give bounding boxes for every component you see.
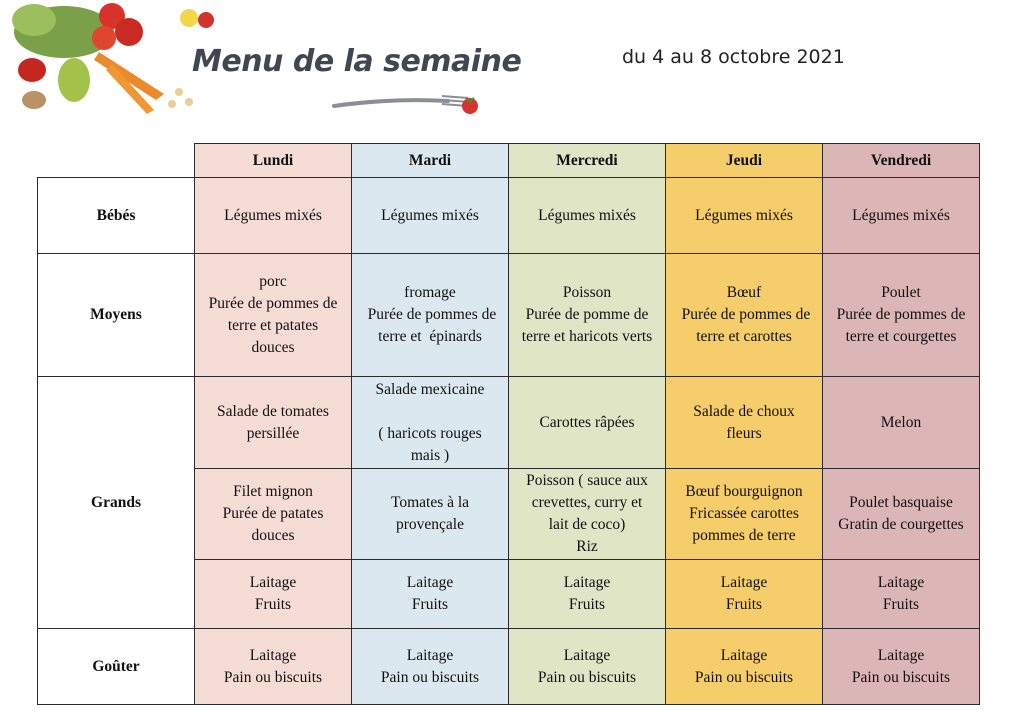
day-header-jeudi: Jeudi [666, 144, 823, 178]
day-header-lundi: Lundi [195, 144, 352, 178]
cell-grands-entree-jeudi [666, 377, 823, 469]
menu-line: Laitage [877, 646, 925, 664]
menu-line: provençale [396, 516, 464, 533]
menu-line: Gratin de courgettes [838, 516, 964, 533]
menu-line: Laitage [877, 574, 925, 591]
cell-moyens-vendredi [823, 254, 980, 377]
group-label-moyens: Moyens [38, 254, 195, 377]
group-label-gouter: Goûter [38, 629, 195, 705]
menu-line: Purée de pommes de [677, 306, 811, 323]
cell-moyens-mercredi [509, 254, 666, 377]
menu-line: crevettes, curry et [531, 494, 643, 511]
day-header-row [38, 144, 980, 178]
cell-bebes-vendredi: Légumes mixés [823, 178, 980, 254]
menu-line: terre et épinards [378, 328, 482, 345]
day-header-mercredi: Mercredi [509, 144, 666, 178]
menu-line: Poulet [881, 284, 921, 301]
cell-grands-plat-mercredi [509, 469, 666, 560]
menu-line: Fricassée carottes [689, 505, 799, 522]
day-header-vendredi: Vendredi [823, 144, 980, 178]
menu-line: Melon [880, 413, 922, 431]
corner-cell [38, 144, 195, 178]
cell-grands-plat-mardi [352, 469, 509, 560]
menu-line: Bœuf bourguignon [685, 483, 803, 500]
menu-line: Salade de tomates [217, 402, 329, 420]
menu-line: Purée de pommes de [836, 306, 966, 323]
cell-grands-dessert-lundi [195, 560, 352, 629]
menu-line: Laitage [563, 646, 611, 664]
menu-line: Poisson ( sauce aux [526, 472, 648, 489]
cell-grands-plat-lundi [195, 469, 352, 560]
menu-line: Purée de pommes de [208, 295, 338, 312]
cell-bebes-mardi: Légumes mixés [352, 178, 509, 254]
cell-gouter-lundi [195, 629, 352, 705]
menu-line: terre et haricots verts [521, 328, 653, 345]
cell-gouter-mardi [352, 629, 509, 705]
cell-grands-dessert-mardi [352, 560, 509, 629]
menu-line [354, 401, 506, 423]
menu-line: persillée [246, 424, 300, 442]
group-label-grands: Grands [38, 377, 195, 629]
row-bebes [38, 178, 980, 254]
menu-line: Riz [576, 538, 598, 555]
cell-grands-plat-jeudi [666, 469, 823, 560]
menu-line: Tomates à la [390, 494, 470, 511]
menu-line: Poisson [562, 284, 612, 301]
cell-grands-entree-lundi [195, 377, 352, 469]
fork-icon [330, 90, 480, 116]
cell-bebes-mercredi: Légumes mixés [509, 178, 666, 254]
menu-line: terre et carottes [696, 328, 792, 345]
menu-line: Laitage [563, 574, 611, 591]
group-label-bebes: Bébés [38, 178, 195, 254]
menu-line: Fruits [254, 596, 292, 613]
menu-line: Pain ou biscuits [380, 668, 480, 686]
cell-grands-dessert-mercredi [509, 560, 666, 629]
row-moyens [38, 254, 980, 377]
menu-line: Salade de choux [693, 402, 795, 420]
cell-grands-entree-mercredi [509, 377, 666, 469]
cell-moyens-mardi [352, 254, 509, 377]
cell-moyens-lundi [195, 254, 352, 377]
cell-gouter-mercredi [509, 629, 666, 705]
menu-line: Purée de pomme de [525, 306, 649, 323]
weekly-menu-table [37, 143, 980, 705]
menu-line: pommes de terre [692, 527, 796, 544]
menu-line: Laitage [406, 574, 454, 591]
menu-line: Salade mexicaine [375, 380, 485, 398]
menu-line: Carottes râpées [539, 413, 635, 431]
menu-line: Pain ou biscuits [537, 668, 637, 686]
cell-grands-entree-vendredi [823, 377, 980, 469]
menu-line: Laitage [720, 646, 768, 664]
menu-line: Laitage [720, 574, 768, 591]
menu-line: fleurs [726, 424, 762, 442]
menu-line: douces [251, 527, 295, 544]
cell-grands-plat-vendredi [823, 469, 980, 560]
date-range: du 4 au 8 octobre 2021 [622, 46, 845, 68]
menu-line: Fruits [725, 596, 763, 613]
cell-gouter-jeudi [666, 629, 823, 705]
cell-grands-dessert-vendredi [823, 560, 980, 629]
menu-line: Fruits [882, 596, 920, 613]
vegetables-illustration [4, 2, 216, 120]
menu-line: Fruits [411, 596, 449, 613]
day-header-mardi: Mardi [352, 144, 509, 178]
cell-grands-entree-mardi [352, 377, 509, 469]
menu-line: terre et courgettes [845, 328, 957, 345]
menu-line: Purée de patates [222, 505, 324, 522]
menu-line: Filet mignon [233, 483, 313, 500]
menu-line: Purée de pommes de [363, 306, 497, 323]
menu-line: Poulet basquaise [849, 494, 953, 511]
page-title: Menu de la semaine [192, 44, 522, 79]
menu-line: Laitage [406, 646, 454, 664]
row-gouter [38, 629, 980, 705]
cell-grands-dessert-jeudi [666, 560, 823, 629]
menu-line: fromage [404, 284, 456, 301]
cell-bebes-jeudi: Légumes mixés [666, 178, 823, 254]
menu-line: douces [251, 339, 295, 356]
menu-line: ( haricots rouges [378, 424, 482, 442]
menu-line: Bœuf [726, 284, 762, 301]
menu-line: porc [259, 273, 287, 290]
cell-moyens-jeudi [666, 254, 823, 377]
menu-line: Laitage [249, 574, 297, 591]
menu-line: Pain ou biscuits [223, 668, 323, 686]
row-grands-entree [38, 377, 980, 469]
menu-line: Pain ou biscuits [851, 668, 951, 686]
menu-line: Pain ou biscuits [694, 668, 794, 686]
menu-line: lait de coco) [548, 516, 626, 533]
menu-line: mais ) [410, 446, 450, 464]
cell-gouter-vendredi [823, 629, 980, 705]
cell-bebes-lundi: Légumes mixés [195, 178, 352, 254]
menu-line: Laitage [249, 646, 297, 664]
menu-line: terre et patates [227, 317, 319, 334]
menu-line: Fruits [568, 596, 606, 613]
